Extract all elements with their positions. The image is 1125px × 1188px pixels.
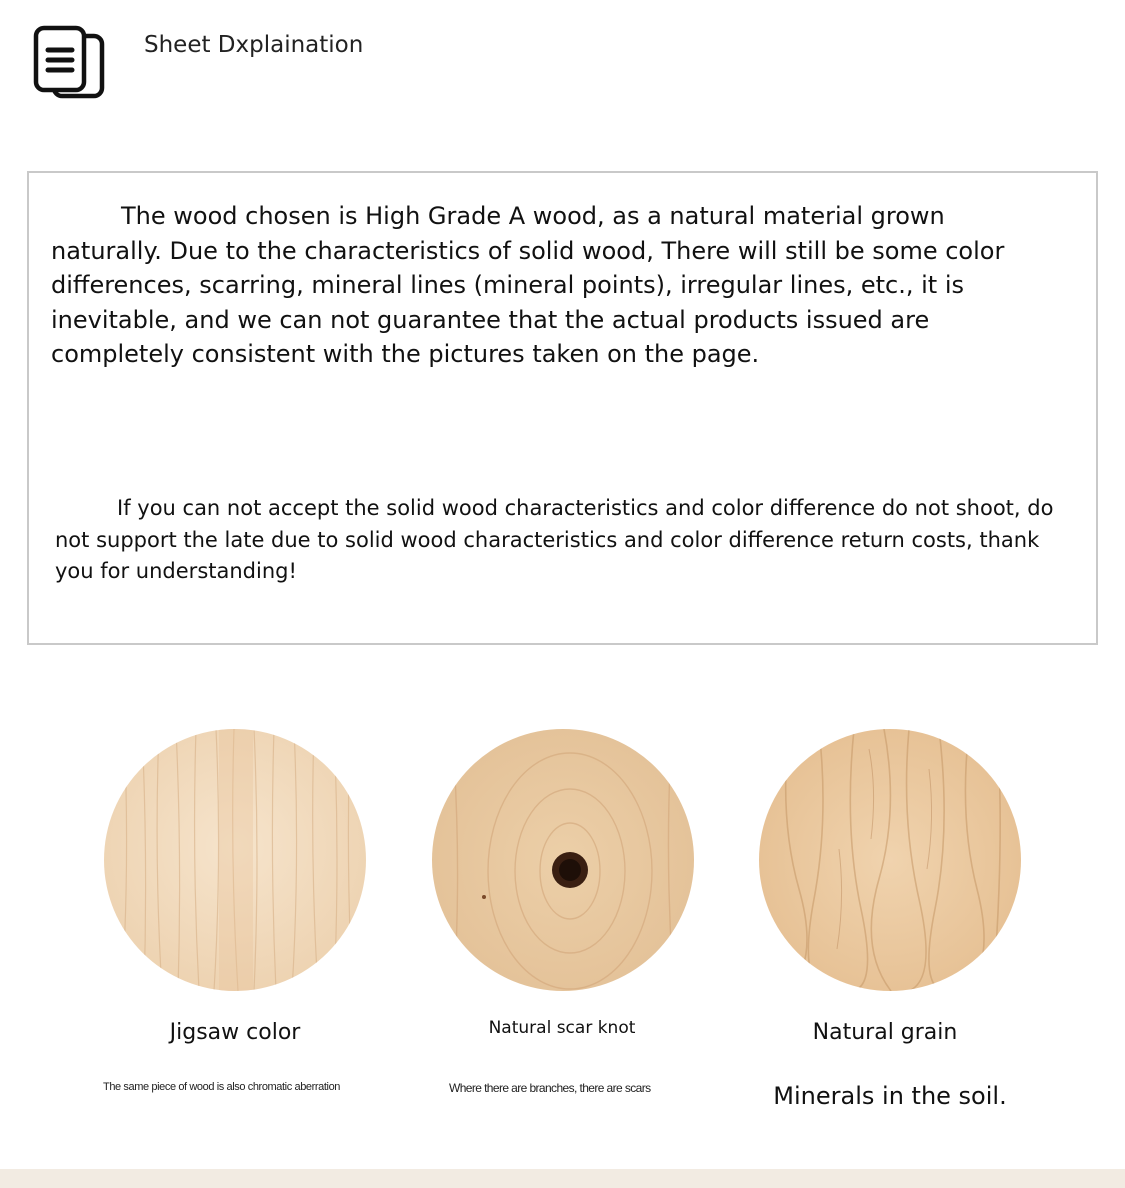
sample-caption-knot: Where there are branches, there are scars <box>449 1081 651 1095</box>
notice-paragraph-2 <box>55 493 1075 588</box>
page-title: Sheet Dxplaination <box>144 32 364 58</box>
notice-paragraph-1-text: The wood chosen is High Grade A wood, as a natural material grown naturally. Due to the characteristics of solid wood, There will still be some color differences, scarring, mineral lines (mineral points), irregular lines, etc., it is inevitable, and we can not guarantee that the actual products issued are completely consistent with the pictures taken on the page. <box>51 202 1005 368</box>
document-icon <box>30 24 108 102</box>
footer-band <box>0 1169 1125 1188</box>
wood-sample-grain <box>759 729 1021 991</box>
wood-sample-knot <box>432 729 694 991</box>
sample-caption-jigsaw: The same piece of wood is also chromatic aberration <box>103 1081 341 1093</box>
sample-label-knot: Natural scar knot <box>488 1018 636 1038</box>
sample-label-grain: Natural grain <box>812 1020 958 1045</box>
sample-caption-grain: Minerals in the soil. <box>773 1082 1007 1110</box>
sample-label-jigsaw: Jigsaw color <box>169 1020 301 1045</box>
wood-sample-jigsaw <box>104 729 366 991</box>
notice-paragraph-1 <box>51 199 1061 372</box>
notice-paragraph-2-text: If you can not accept the solid wood characteristics and color difference do not shoot, do not support the late due to solid wood characteristics and color difference return costs, thank you for understanding! <box>55 496 1054 583</box>
notice-box <box>27 171 1098 645</box>
